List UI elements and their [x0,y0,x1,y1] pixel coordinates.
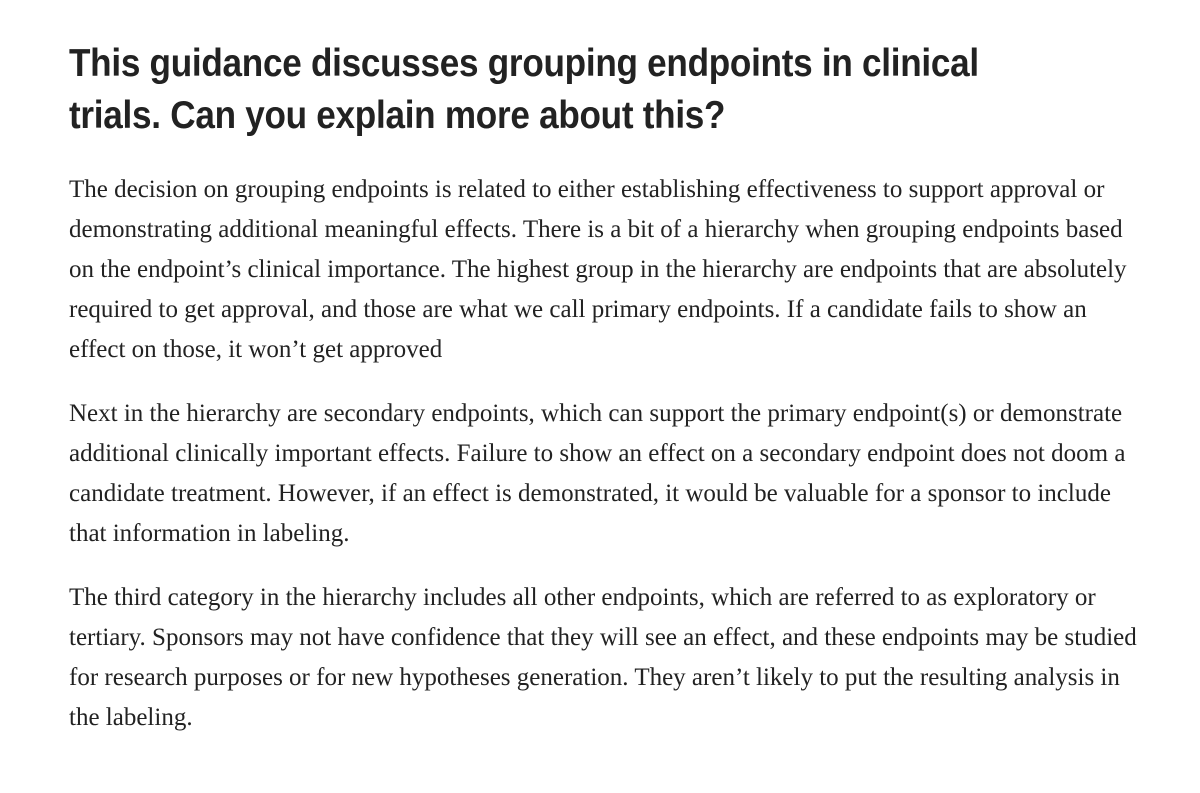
answer-paragraph-3: The third category in the hierarchy includes all other endpoints, which are referred to as exploratory or tertiary. Sponsors may not have confidence that they will see an effect, and these endpoints may be studied for research purposes or for new hypotheses generation. They aren’t likely to put the resulting analysis in the labeling. [69,584,1137,731]
question-heading: This guidance discusses grouping endpoints in clinical trials. Can you explain more about this? [69,42,979,137]
answer-paragraph-2: Next in the hierarchy are secondary endpoints, which can support the primary endpoint(s) or demonstrate additional clinically important effects. Failure to show an effect on a secondary endpoint does not doom a candidate treatment. However, if an effect is demonstrated, it would be valuable for a sponsor to include that information in labeling. [69,400,1126,547]
answer-paragraph-1: The decision on grouping endpoints is related to either establishing effectiveness to support approval or demonstrating additional meaningful effects. There is a bit of a hierarchy when grouping endpoints based on the endpoint’s clinical importance. The highest group in the hierarchy are endpoints that are absolutely required to get approval, and those are what we call primary endpoints. If a candidate fails to show an effect on those, it won’t get approved [69,176,1127,363]
article-body [69,38,1149,762]
